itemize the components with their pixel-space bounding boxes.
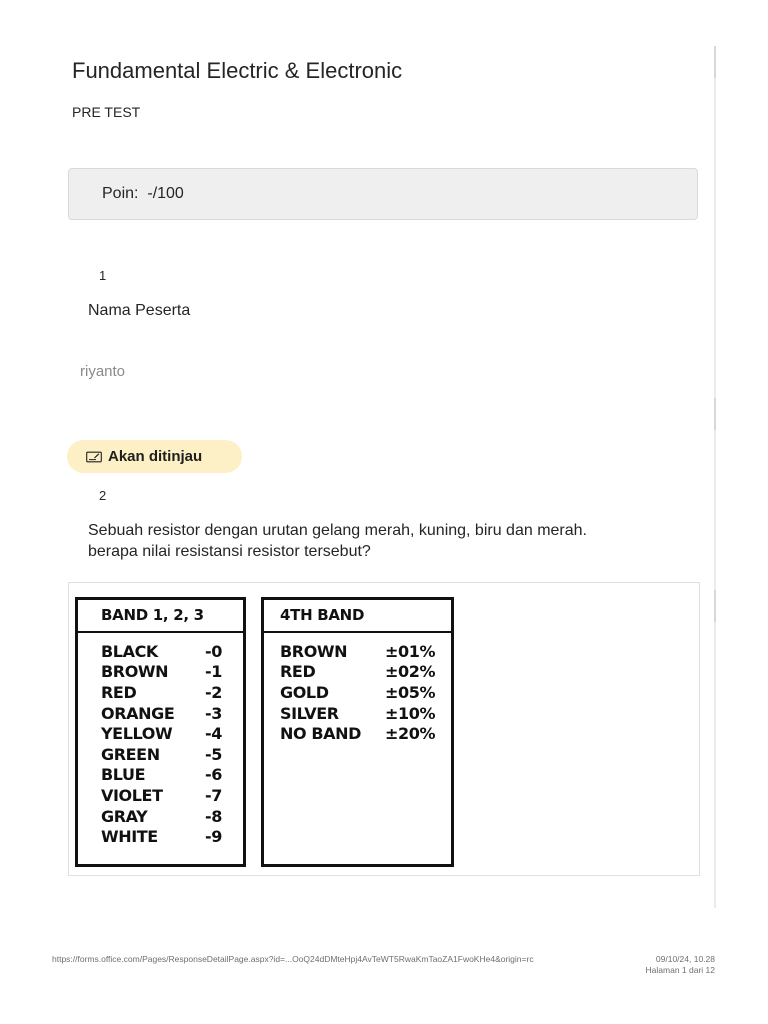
band-tolerance: ±01%	[385, 641, 436, 661]
band-tolerance: ±20%	[385, 724, 436, 744]
table-row	[264, 682, 451, 703]
footer-meta	[646, 954, 715, 976]
band-color: SILVER	[280, 703, 339, 723]
table-row	[78, 682, 243, 703]
question-text: Nama Peserta	[88, 302, 191, 319]
band-color: RED	[101, 682, 137, 702]
band-value: -2	[205, 682, 222, 702]
footer-page-number: Halaman 1 dari 12	[645, 965, 715, 975]
band-value: -0	[205, 641, 222, 661]
table-row	[78, 826, 243, 847]
question-number: 2	[99, 488, 107, 503]
edit-pen-icon	[86, 451, 102, 463]
band-color: BLUE	[101, 765, 146, 785]
band-tolerance: ±05%	[385, 682, 436, 702]
table-row	[264, 703, 451, 724]
scrollbar-track[interactable]	[714, 46, 716, 908]
table-row	[78, 703, 243, 724]
band-color: VIOLET	[101, 785, 163, 805]
scrollbar-marker	[714, 590, 716, 622]
answer-text: riyanto	[80, 363, 126, 380]
band-value: -9	[205, 827, 222, 847]
band-value: -7	[205, 785, 222, 805]
table-row	[264, 641, 451, 662]
table-row	[78, 744, 243, 765]
band-value: -4	[205, 724, 222, 744]
scrollbar-marker	[714, 398, 716, 430]
band-color: YELLOW	[101, 724, 173, 744]
band-123-table	[75, 597, 246, 867]
footer-datetime: 09/10/24, 10.28	[655, 954, 715, 964]
band-4th-header: 4TH BAND	[264, 600, 451, 633]
review-status-label: Akan ditinjau	[108, 448, 203, 465]
table-row	[78, 641, 243, 662]
band-color: BLACK	[101, 641, 158, 661]
band-value: -1	[205, 662, 222, 682]
band-color: GRAY	[101, 806, 148, 826]
band-value: -6	[205, 765, 222, 785]
band-color: RED	[280, 662, 316, 682]
band-color: GOLD	[280, 682, 329, 702]
points-summary	[68, 168, 698, 220]
band-color: GREEN	[101, 744, 160, 764]
band-tolerance: ±10%	[385, 703, 436, 723]
table-row	[78, 723, 243, 744]
table-row	[78, 785, 243, 806]
band-color: ORANGE	[101, 703, 175, 723]
band-123-header: BAND 1, 2, 3	[78, 600, 243, 633]
question-text-line: Sebuah resistor dengan urutan gelang merah, kuning, biru dan merah.	[88, 522, 587, 539]
footer-url: https://forms.office.com/Pages/ResponseDetailPage.aspx?id=...OoQ24dDMteHpj4AvTeWT5RwaKmTaoZA1FwoKHe4&origin=rc	[52, 954, 534, 964]
question-image	[68, 582, 700, 876]
points-text: Poin: -/100	[102, 185, 184, 202]
band-4th-table	[261, 597, 454, 867]
table-row	[264, 723, 451, 744]
band-value: -3	[205, 703, 222, 723]
band-value: -8	[205, 806, 222, 826]
form-subtitle: PRE TEST	[72, 104, 141, 120]
table-row	[78, 765, 243, 786]
question-text-line: berapa nilai resistansi resistor tersebut?	[88, 543, 371, 560]
band-value: -5	[205, 744, 222, 764]
form-title: Fundamental Electric & Electronic	[72, 58, 403, 83]
band-color: BROWN	[280, 641, 348, 661]
question-number: 1	[99, 268, 107, 283]
band-tolerance: ±02%	[385, 662, 436, 682]
review-status-badge	[67, 440, 242, 473]
question-text	[88, 520, 587, 562]
band-color: WHITE	[101, 827, 158, 847]
band-color: NO BAND	[280, 724, 362, 744]
scrollbar-thumb[interactable]	[714, 46, 716, 78]
table-row	[264, 662, 451, 683]
band-color: BROWN	[101, 662, 169, 682]
table-row	[78, 806, 243, 827]
table-row	[78, 662, 243, 683]
